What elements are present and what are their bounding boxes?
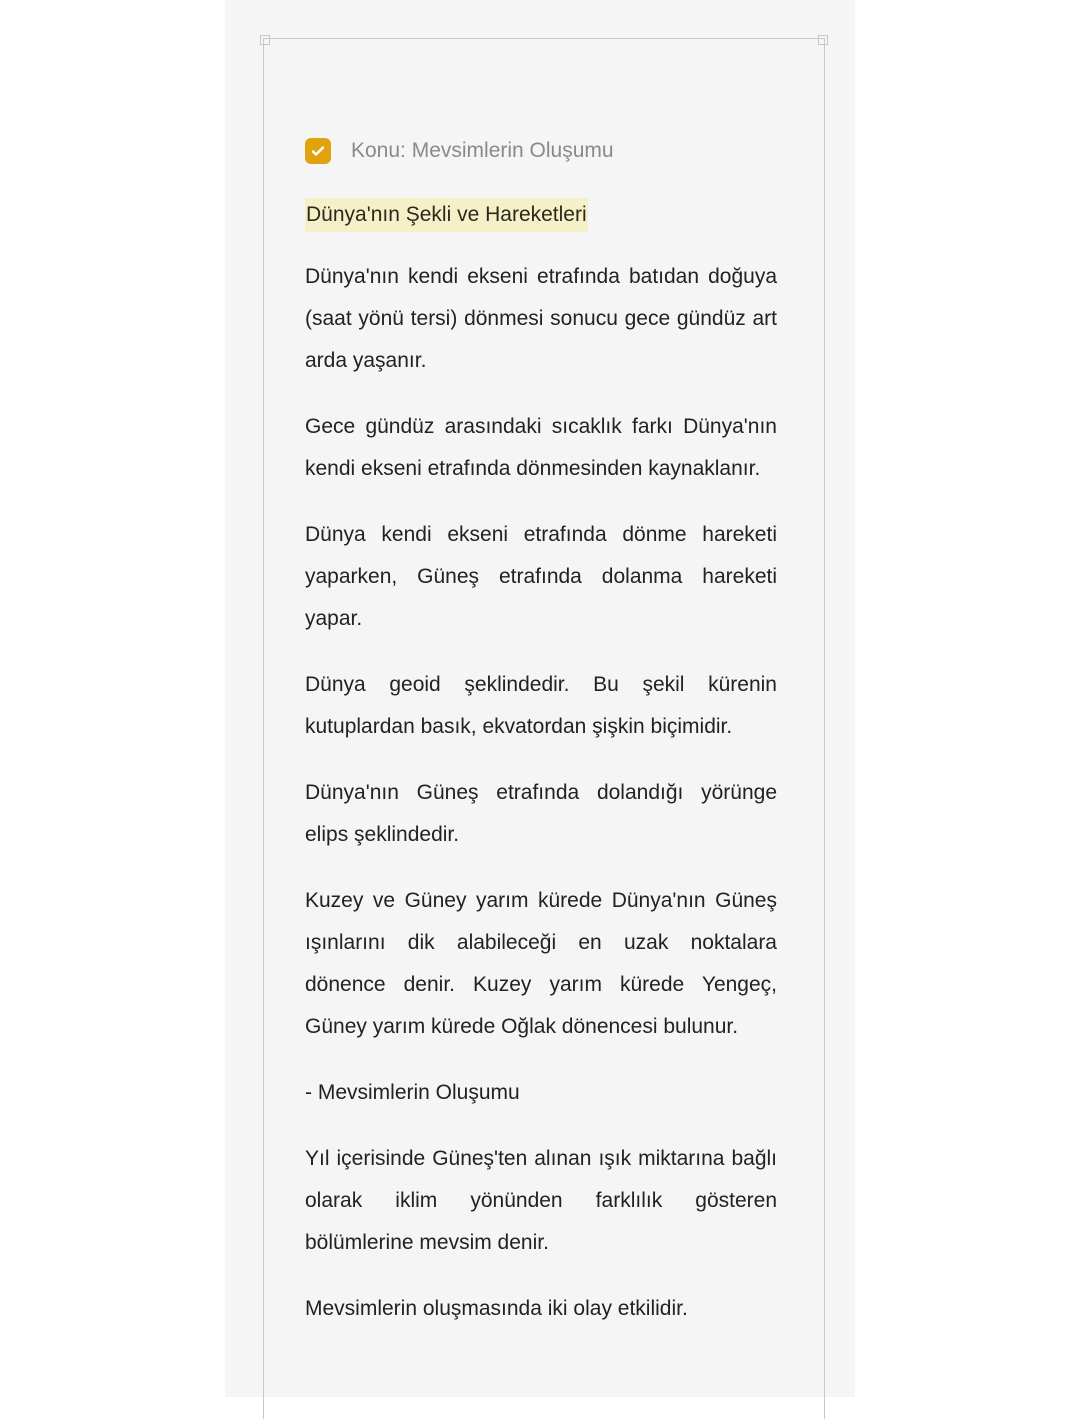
- paragraph: Dünya kendi ekseni etrafında dönme hareketi yaparken, Güneş etrafında dolanma hareketi yapar.: [305, 523, 777, 630]
- paragraph: Dünya'nın Güneş etrafında dolandığı yörünge elips şeklindedir.: [305, 781, 777, 846]
- note-content: [305, 130, 777, 1330]
- subheading: - Mevsimlerin Oluşumu: [305, 1081, 520, 1104]
- paragraph: Yıl içerisinde Güneş'ten alınan ışık miktarına bağlı olarak iklim yönünden farklılık gösteren bölümlerine mevsim denir.: [305, 1147, 777, 1254]
- paragraph: Kuzey ve Güney yarım kürede Dünya'nın Güneş ışınlarını dik alabileceği en uzak noktalara dönence denir. Kuzey yarım kürede Yengeç, Güney yarım kürede Oğlak dönencesi bulunur.: [305, 889, 777, 1038]
- paragraph: Dünya'nın kendi ekseni etrafında batıdan doğuya (saat yönü tersi) dönmesi sonucu gece gündüz art arda yaşanır.: [305, 265, 777, 372]
- frame-corner-left: [260, 35, 270, 45]
- document-page: [225, 0, 855, 1397]
- topic-row: [305, 130, 777, 172]
- topic-label: Konu: Mevsimlerin Oluşumu: [351, 139, 614, 162]
- paragraph: Dünya geoid şeklindedir. Bu şekil kürenin kutuplardan basık, ekvatordan şişkin biçimidir.: [305, 673, 777, 738]
- checkbox[interactable]: [305, 138, 331, 164]
- frame-corner-right: [818, 35, 828, 45]
- section-heading: Dünya'nın Şekli ve Hareketleri: [305, 198, 588, 232]
- paragraph: Mevsimlerin oluşmasında iki olay etkilidir.: [305, 1297, 688, 1320]
- checkmark-icon: [310, 143, 326, 159]
- paragraph: Gece gündüz arasındaki sıcaklık farkı Dünya'nın kendi ekseni etrafında dönmesinden kaynaklanır.: [305, 415, 777, 480]
